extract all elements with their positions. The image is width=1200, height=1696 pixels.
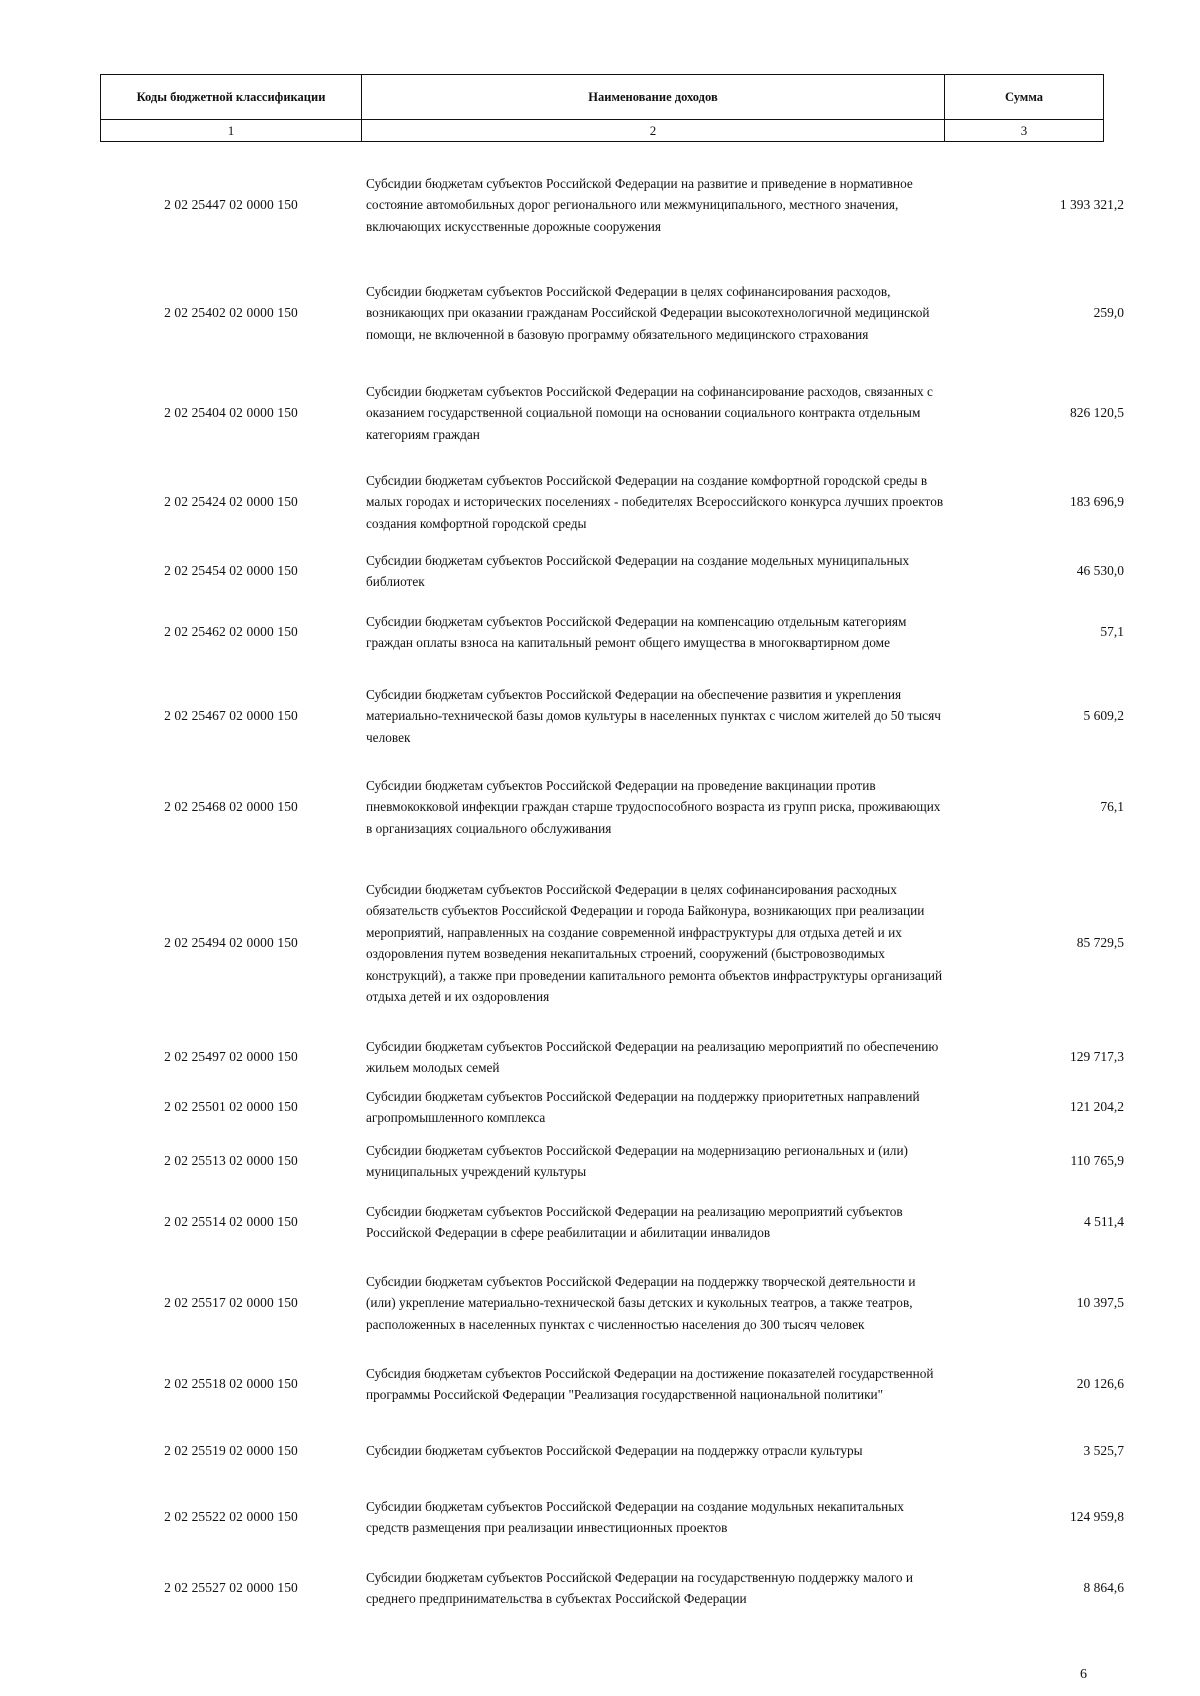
row-code: 2 02 25517 02 0000 150 bbox=[164, 1295, 298, 1310]
table-header bbox=[100, 74, 1104, 142]
header-codes: Коды бюджетной классификации bbox=[101, 75, 362, 120]
row-code: 2 02 25522 02 0000 150 bbox=[164, 1509, 298, 1524]
row-code: 2 02 25514 02 0000 150 bbox=[164, 1214, 298, 1229]
table-row bbox=[0, 856, 1200, 1030]
header-sum: Сумма bbox=[945, 75, 1104, 120]
row-name: Субсидии бюджетам субъектов Российской Федерации на создание модельных муниципальных библиотек bbox=[366, 552, 910, 589]
row-name: Субсидии бюджетам субъектов Российской Федерации на поддержку приоритетных направлений агропромышленного комплекса bbox=[366, 1088, 920, 1125]
row-amount: 46 530,0 bbox=[1076, 563, 1124, 578]
page-number: 6 bbox=[1080, 1667, 1087, 1682]
row-amount: 3 525,7 bbox=[1083, 1443, 1124, 1458]
row-amount: 259,0 bbox=[1093, 305, 1124, 320]
table-row bbox=[0, 380, 1200, 446]
row-name: Субсидии бюджетам субъектов Российской Федерации на поддержку творческой деятельности и (или) укрепление материально-технической базы детских и кукольных театров, а также театров, расположенных в населенных пунктах с численностью населения до 300 тысяч человек bbox=[366, 1273, 916, 1332]
row-name: Субсидии бюджетам субъектов Российской Федерации на реализацию мероприятий по обеспечению жильем молодых семей bbox=[366, 1038, 939, 1075]
row-amount: 8 864,6 bbox=[1083, 1580, 1124, 1595]
header-num-1: 1 bbox=[101, 120, 362, 142]
table-row bbox=[0, 682, 1200, 750]
row-amount: 57,1 bbox=[1100, 624, 1124, 639]
row-name: Субсидии бюджетам субъектов Российской Федерации в целях софинансирования расходов, возникающих при оказании гражданам Российской Федерации высокотехнологичной медицинской помощи, не включенной в базовую программу обязательного медицинского страхования bbox=[366, 283, 930, 342]
row-name: Субсидии бюджетам субъектов Российской Федерации на компенсацию отдельным категориям граждан оплаты взноса на капитальный ремонт общего имущества в многоквартирном доме bbox=[366, 613, 907, 650]
row-code: 2 02 25494 02 0000 150 bbox=[164, 935, 298, 950]
row-amount: 5 609,2 bbox=[1083, 708, 1124, 723]
table-row bbox=[0, 1258, 1200, 1348]
row-code: 2 02 25527 02 0000 150 bbox=[164, 1580, 298, 1595]
row-code: 2 02 25468 02 0000 150 bbox=[164, 799, 298, 814]
row-name: Субсидии бюджетам субъектов Российской Федерации на обеспечение развития и укрепления материально-технической базы домов культуры в населенных пунктах с числом жителей до 50 тысяч человек bbox=[366, 686, 941, 745]
row-code: 2 02 25518 02 0000 150 bbox=[164, 1376, 298, 1391]
row-code: 2 02 25454 02 0000 150 bbox=[164, 563, 298, 578]
row-code: 2 02 25501 02 0000 150 bbox=[164, 1099, 298, 1114]
table-row bbox=[0, 1494, 1200, 1540]
row-amount: 124 959,8 bbox=[1070, 1509, 1124, 1524]
row-name: Субсидии бюджетам субъектов Российской Федерации на модернизацию региональных и (или) муниципальных учреждений культуры bbox=[366, 1142, 908, 1179]
row-code: 2 02 25402 02 0000 150 bbox=[164, 305, 298, 320]
table-row bbox=[0, 1428, 1200, 1474]
row-amount: 20 126,6 bbox=[1076, 1376, 1124, 1391]
table-row bbox=[0, 1350, 1200, 1418]
row-code: 2 02 25424 02 0000 150 bbox=[164, 494, 298, 509]
table-row bbox=[0, 598, 1200, 666]
table-row bbox=[0, 150, 1200, 260]
row-amount: 76,1 bbox=[1100, 799, 1124, 814]
row-amount: 85 729,5 bbox=[1076, 935, 1124, 950]
row-amount: 10 397,5 bbox=[1076, 1295, 1124, 1310]
table-row bbox=[0, 1554, 1200, 1622]
row-code: 2 02 25467 02 0000 150 bbox=[164, 708, 298, 723]
row-code: 2 02 25404 02 0000 150 bbox=[164, 405, 298, 420]
row-name: Субсидии бюджетам субъектов Российской Федерации на софинансирование расходов, связанных с оказанием государственной социальной помощи на основании социального контракта отдельным категориям граждан bbox=[366, 383, 933, 442]
row-name: Субсидии бюджетам субъектов Российской Федерации на поддержку отрасли культуры bbox=[366, 1443, 863, 1459]
header-num-3: 3 bbox=[945, 120, 1104, 142]
row-amount: 129 717,3 bbox=[1070, 1049, 1124, 1064]
row-name: Субсидия бюджетам субъектов Российской Федерации на достижение показателей государственной программы Российской Федерации "Реализация государственной национальной политики" bbox=[366, 1365, 934, 1402]
table-row bbox=[0, 458, 1200, 546]
row-name: Субсидии бюджетам субъектов Российской Федерации в целях софинансирования расходных обязательств субъектов Российской Федерации и города Байконура, возникающих при реализации мероприятий, направленных на создание современной инфраструктуры для отдыха детей и их оздоровления путем возведения некапитальных строений, сооружений (быстровозводимых конструкций), а также при проведении капитального ремонта объектов инфраструктуры организаций отдыха детей и их оздоровления bbox=[366, 881, 943, 1004]
table-row bbox=[0, 1034, 1200, 1080]
row-amount: 1 393 321,2 bbox=[1059, 197, 1124, 212]
row-code: 2 02 25447 02 0000 150 bbox=[164, 197, 298, 212]
row-name: Субсидии бюджетам субъектов Российской Федерации на реализацию мероприятий субъектов Российской Федерации в сфере реабилитации и абилитации инвалидов bbox=[366, 1203, 903, 1240]
row-code: 2 02 25513 02 0000 150 bbox=[164, 1153, 298, 1168]
row-code: 2 02 25519 02 0000 150 bbox=[164, 1443, 298, 1458]
table-row bbox=[0, 1084, 1200, 1130]
row-name: Субсидии бюджетам субъектов Российской Федерации на проведение вакцинации против пневмококковой инфекции граждан старше трудоспособного возраста из групп риска, проживающих в организациях социального обслуживания bbox=[366, 777, 941, 836]
table-row bbox=[0, 268, 1200, 358]
row-amount: 826 120,5 bbox=[1070, 405, 1124, 420]
row-code: 2 02 25497 02 0000 150 bbox=[164, 1049, 298, 1064]
row-amount: 110 765,9 bbox=[1070, 1153, 1124, 1168]
table-row bbox=[0, 1188, 1200, 1256]
row-name: Субсидии бюджетам субъектов Российской Федерации на создание модульных некапитальных средств размещения при реализации инвестиционных проектов bbox=[366, 1498, 904, 1535]
header-names: Наименование доходов bbox=[362, 75, 945, 120]
row-name: Субсидии бюджетам субъектов Российской Федерации на развитие и приведение в нормативное состояние автомобильных дорог регионального или межмуниципального, местного значения, включающих искусственные дорожные сооружения bbox=[366, 175, 913, 234]
row-amount: 4 511,4 bbox=[1084, 1214, 1124, 1229]
row-code: 2 02 25462 02 0000 150 bbox=[164, 624, 298, 639]
row-name: Субсидии бюджетам субъектов Российской Федерации на создание комфортной городской среды в малых городах и исторических поселениях - победителях Всероссийского конкурса лучших проектов создания комфортной городской среды bbox=[366, 472, 944, 531]
row-name: Субсидии бюджетам субъектов Российской Федерации на государственную поддержку малого и среднего предпринимательства в субъектах Российской Федерации bbox=[366, 1569, 913, 1606]
header-num-2: 2 bbox=[362, 120, 945, 142]
row-amount: 183 696,9 bbox=[1070, 494, 1124, 509]
table-row bbox=[0, 548, 1200, 594]
row-amount: 121 204,2 bbox=[1070, 1099, 1124, 1114]
table-row bbox=[0, 762, 1200, 852]
table-row bbox=[0, 1138, 1200, 1184]
